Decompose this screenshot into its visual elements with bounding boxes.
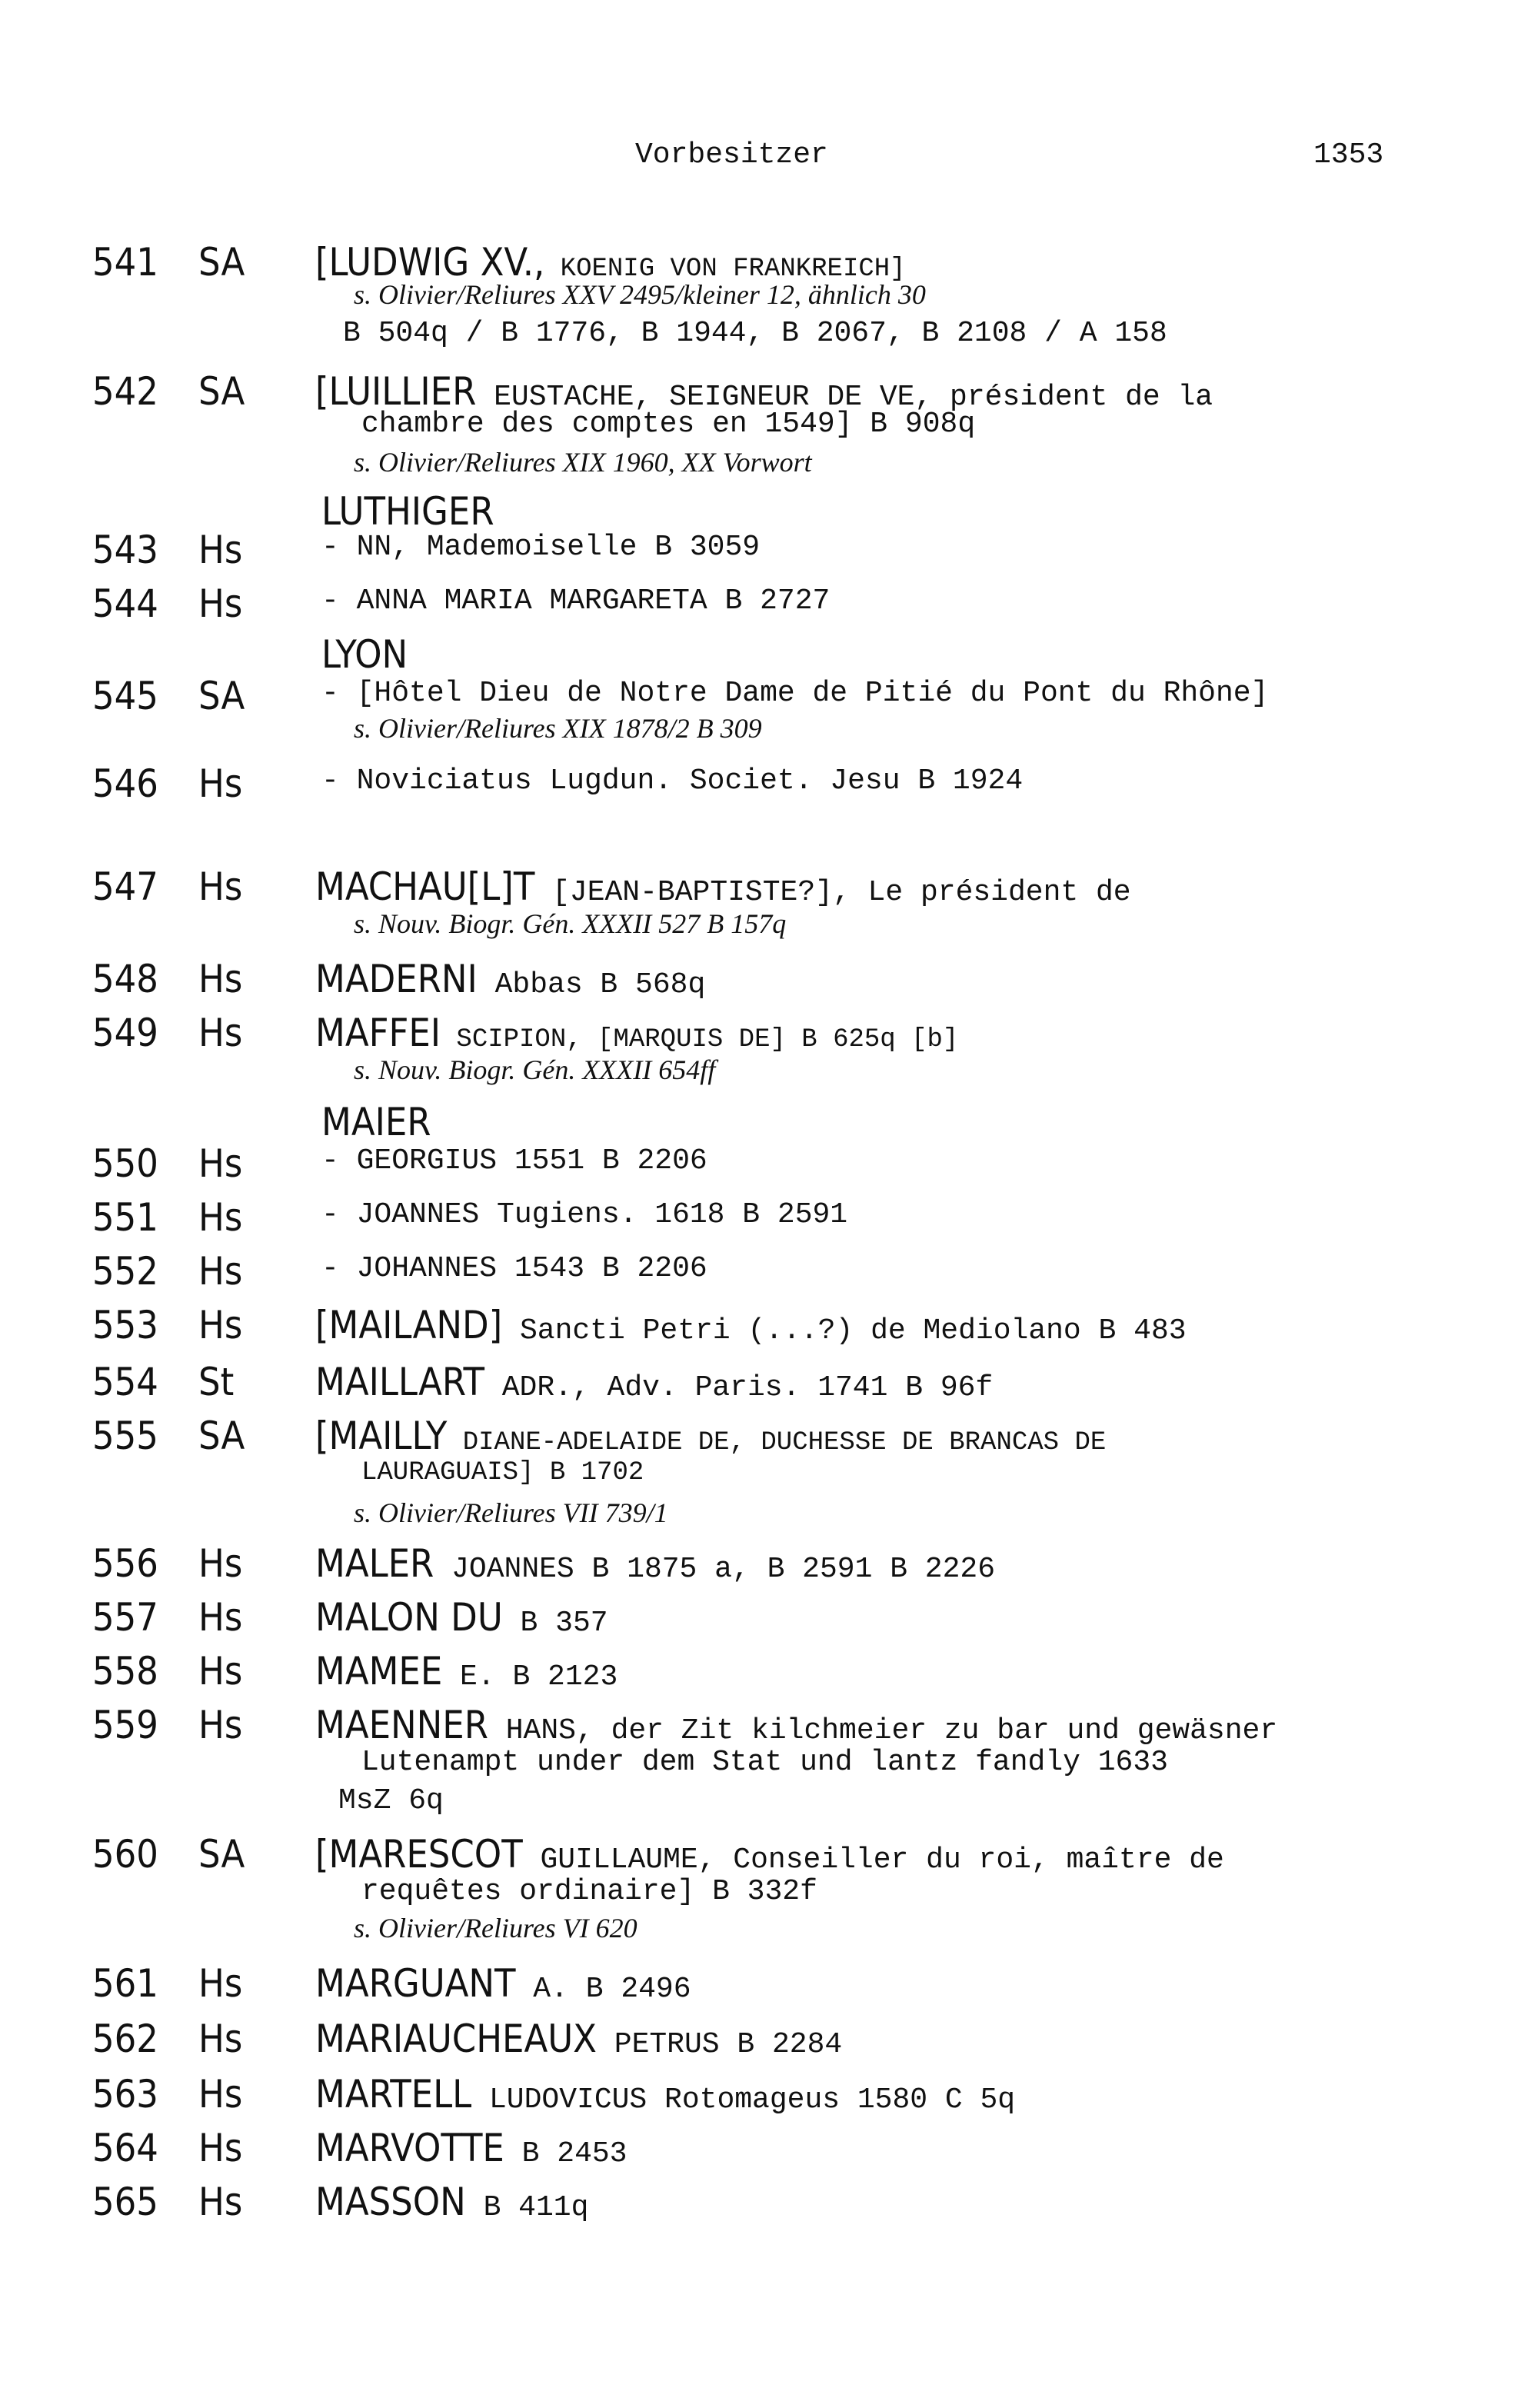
entry-text: PETRUS B 2284 bbox=[596, 2028, 843, 2061]
entry-type: Hs bbox=[198, 1249, 243, 1294]
entry-number: 558 bbox=[92, 1649, 158, 1694]
entry-text: Abbas B 568q bbox=[477, 968, 706, 1001]
entry-name: MAFFEI bbox=[315, 1011, 441, 1055]
entry-name: MADERNI bbox=[315, 957, 478, 1001]
entry-number: 547 bbox=[92, 864, 158, 909]
entry-type: Hs bbox=[198, 1195, 243, 1240]
entry-line bbox=[315, 2180, 588, 2224]
entry-type: Hs bbox=[198, 1703, 243, 1747]
entry-text: EUSTACHE, SEIGNEUR DE VE, président de la bbox=[476, 381, 1213, 414]
entry-number: 565 bbox=[92, 2180, 158, 2224]
entry-type: Hs bbox=[198, 2017, 243, 2061]
entry-name: MARGUANT bbox=[315, 1961, 516, 2006]
entry-type: Hs bbox=[198, 864, 243, 909]
entry-citation: s. Olivier/Reliures XXV 2495/kleiner 12, ähnlich 30 bbox=[354, 279, 926, 310]
entry-line bbox=[315, 864, 1131, 909]
entry-name: [MAILAND] bbox=[315, 1303, 503, 1347]
entry-name: MARTELL bbox=[315, 2072, 472, 2117]
entry-name: MALER bbox=[315, 1541, 434, 1586]
entry-line bbox=[315, 2017, 842, 2061]
entry-type: St bbox=[198, 1360, 235, 1404]
entry-shelfmarks: B 504q / B 1776, B 1944, B 2067, B 2108 / A 158 bbox=[343, 317, 1167, 350]
entry-type: Hs bbox=[198, 957, 243, 1001]
entry-line bbox=[315, 2126, 628, 2170]
entry-number: 552 bbox=[92, 1249, 158, 1294]
entry-name: [LUDWIG XV., bbox=[315, 240, 545, 285]
entry-number: 554 bbox=[92, 1360, 158, 1404]
entry-number: 563 bbox=[92, 2072, 158, 2117]
entry-name: MASSON bbox=[315, 2180, 466, 2224]
entry-type: Hs bbox=[198, 528, 243, 572]
entry-number: 564 bbox=[92, 2126, 158, 2170]
entry-continuation: Lutenampt under dem Stat und lantz fandly 1633 bbox=[361, 1746, 1168, 1779]
entry-number: 561 bbox=[92, 1961, 158, 2006]
entry-name: MAENNER bbox=[315, 1703, 488, 1747]
entry-text: GUILLAUME, Conseiller du roi, maître de bbox=[522, 1843, 1224, 1877]
entry-name: [MARESCOT bbox=[315, 1832, 523, 1877]
entry-line bbox=[315, 1360, 993, 1404]
entry-text: B 357 bbox=[502, 1607, 608, 1640]
entry-text: B 2453 bbox=[504, 2137, 628, 2170]
entry-name: MAMEE bbox=[315, 1649, 443, 1694]
entry-line: - GEORGIUS 1551 B 2206 bbox=[321, 1144, 707, 1177]
entry-line bbox=[315, 1832, 1224, 1877]
entry-name: [MAILLY bbox=[315, 1414, 448, 1458]
entry-name: [LUILLIER bbox=[315, 369, 477, 414]
entry-text: JOANNES B 1875 a, B 2591 B 2226 bbox=[434, 1553, 996, 1586]
entry-line: - [Hôtel Dieu de Notre Dame de Pitié du Pont du Rhône] bbox=[321, 677, 1269, 710]
entry-shelfmarks: MsZ 6q bbox=[338, 1784, 444, 1817]
entry-type: SA bbox=[198, 1414, 245, 1458]
entry-continuation: chambre des comptes en 1549] B 908q bbox=[361, 408, 976, 441]
page-number: 1353 bbox=[1313, 138, 1384, 172]
entry-number: 559 bbox=[92, 1703, 158, 1747]
entry-line: - JOHANNES 1543 B 2206 bbox=[321, 1252, 707, 1285]
entry-type: Hs bbox=[198, 1649, 243, 1694]
entry-type: Hs bbox=[198, 1303, 243, 1347]
entry-number: 551 bbox=[92, 1195, 158, 1240]
entry-name: MARIAUCHEAUX bbox=[315, 2017, 597, 2061]
page-header-title: Vorbesitzer bbox=[635, 138, 828, 172]
entry-number: 562 bbox=[92, 2017, 158, 2061]
entry-type: Hs bbox=[198, 1595, 243, 1640]
entry-line bbox=[315, 1649, 618, 1694]
entry-type: Hs bbox=[198, 1541, 243, 1586]
entry-text: Sancti Petri (...?) de Mediolano B 483 bbox=[502, 1314, 1187, 1347]
entry-line: - ANNA MARIA MARGARETA B 2727 bbox=[321, 585, 831, 618]
entry-text: DIANE-ADELAIDE DE, DUCHESSE DE BRANCAS DE bbox=[447, 1428, 1107, 1457]
entry-text: [JEAN-BAPTISTE?], Le président de bbox=[534, 876, 1131, 909]
entry-line bbox=[315, 1961, 691, 2006]
entry-number: 545 bbox=[92, 674, 158, 718]
entry-number: 556 bbox=[92, 1541, 158, 1586]
entry-number: 550 bbox=[92, 1141, 158, 1186]
entry-line bbox=[315, 957, 705, 1001]
entry-text: LUDOVICUS Rotomageus 1580 C 5q bbox=[471, 2083, 1016, 2117]
entry-type: Hs bbox=[198, 581, 243, 626]
entry-line bbox=[315, 1303, 1187, 1347]
entry-type: Hs bbox=[198, 1141, 243, 1186]
entry-type: SA bbox=[198, 674, 245, 718]
entry-line bbox=[315, 2072, 1015, 2117]
entry-text: A. B 2496 bbox=[515, 1973, 691, 2006]
entry-type: Hs bbox=[198, 2126, 243, 2170]
entry-number: 541 bbox=[92, 240, 158, 285]
entry-number: 553 bbox=[92, 1303, 158, 1347]
entry-type: SA bbox=[198, 369, 245, 414]
entry-type: Hs bbox=[198, 2180, 243, 2224]
entry-continuation: requêtes ordinaire] B 332f bbox=[361, 1875, 817, 1908]
entry-citation: s. Olivier/Reliures XIX 1878/2 B 309 bbox=[354, 713, 762, 744]
entry-line: - NN, Mademoiselle B 3059 bbox=[321, 531, 761, 564]
entry-text: B 411q bbox=[465, 2191, 589, 2224]
entry-number: 548 bbox=[92, 957, 158, 1001]
entry-text: ADR., Adv. Paris. 1741 B 96f bbox=[484, 1371, 994, 1404]
entry-type: Hs bbox=[198, 1011, 243, 1055]
entry-type: Hs bbox=[198, 761, 243, 806]
entry-text: E. B 2123 bbox=[442, 1660, 618, 1694]
entry-text: SCIPION, [MARQUIS DE] B 625q [b] bbox=[441, 1025, 959, 1054]
entry-line: - JOANNES Tugiens. 1618 B 2591 bbox=[321, 1198, 848, 1231]
entry-type: SA bbox=[198, 240, 245, 285]
entry-line: - Noviciatus Lugdun. Societ. Jesu B 1924 bbox=[321, 764, 1024, 798]
entry-type: Hs bbox=[198, 1961, 243, 2006]
entry-name: MARVOTTE bbox=[315, 2126, 504, 2170]
entry-number: 549 bbox=[92, 1011, 158, 1055]
entry-type: Hs bbox=[198, 2072, 243, 2117]
entry-number: 543 bbox=[92, 528, 158, 572]
entry-name: MACHAU[L]T bbox=[315, 864, 535, 909]
entry-citation: s. Nouv. Biogr. Gén. XXXII 654ff bbox=[354, 1054, 716, 1085]
entry-number: 555 bbox=[92, 1414, 158, 1458]
entry-type: SA bbox=[198, 1832, 245, 1877]
group-heading: MAIER bbox=[321, 1100, 431, 1144]
entry-continuation: LAURAGUAIS] B 1702 bbox=[361, 1458, 644, 1487]
group-heading: LYON bbox=[321, 632, 408, 677]
entry-number: 542 bbox=[92, 369, 158, 414]
entry-citation: s. Olivier/Reliures XIX 1960, XX Vorwort bbox=[354, 447, 812, 478]
entry-number: 546 bbox=[92, 761, 158, 806]
group-heading: LUTHIGER bbox=[321, 489, 494, 534]
entry-citation: s. Nouv. Biogr. Gén. XXXII 527 B 157q bbox=[354, 908, 787, 939]
entry-name: MAILLART bbox=[315, 1360, 484, 1404]
entry-citation: s. Olivier/Reliures VII 739/1 bbox=[354, 1497, 668, 1528]
entry-text: KOENIG VON FRANKREICH] bbox=[544, 255, 906, 284]
entry-number: 557 bbox=[92, 1595, 158, 1640]
entry-line bbox=[315, 1011, 958, 1055]
entry-name: MALON DU bbox=[315, 1595, 503, 1640]
entry-line bbox=[315, 1595, 608, 1640]
entry-citation: s. Olivier/Reliures VI 620 bbox=[354, 1913, 638, 1943]
entry-number: 560 bbox=[92, 1832, 158, 1877]
entry-line bbox=[315, 1703, 1277, 1747]
entry-text: HANS, der Zit kilchmeier zu bar und gewäsner bbox=[488, 1714, 1278, 1747]
entry-number: 544 bbox=[92, 581, 158, 626]
entry-line bbox=[315, 1541, 995, 1586]
entry-line bbox=[315, 1414, 1106, 1458]
